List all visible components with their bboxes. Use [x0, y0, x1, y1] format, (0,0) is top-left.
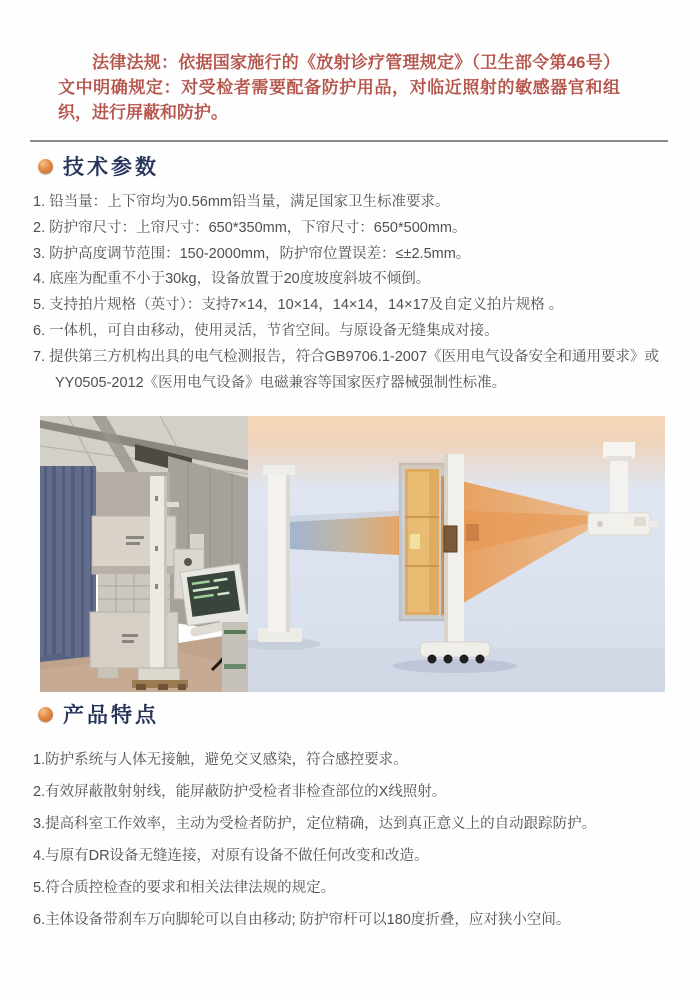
- feature-item: 2.有效屏蔽散射射线，能屏蔽防护受检者非检查部位的X线照射。: [33, 784, 447, 800]
- product-features-title: 产品特点: [63, 704, 159, 727]
- section-divider: [30, 140, 668, 142]
- tech-spec-list: [33, 190, 673, 396]
- orange-sphere-bullet-icon: [38, 159, 53, 174]
- tech-params-title: 技术参数: [63, 156, 159, 179]
- product-images: [40, 416, 665, 692]
- orange-sphere-bullet-icon: [38, 707, 53, 722]
- tech-spec-item: 2. 防护帘尺寸：上帘尺寸：650*350mm，下帘尺寸：650*500mm。: [33, 219, 467, 236]
- feature-item: 4.与原有DR设备无缝连接，对原有设备不做任何改变和改造。: [33, 848, 429, 864]
- tech-spec-item: 6. 一体机，可自由移动，使用灵活，节省空间。与原设备无缝集成对接。: [33, 322, 499, 339]
- tech-spec-item: 5. 支持拍片规格（英寸）：支持7×14，10×14，14×14，14×17及自定义拍片规格 。: [33, 297, 564, 314]
- product-features-header: [38, 699, 159, 729]
- feature-item: 1.防护系统与人体无接触，避免交叉感染，符合感控要求。: [33, 752, 408, 768]
- feature-list: [33, 744, 683, 936]
- equipment-room-photo: [40, 416, 248, 692]
- xray-beam-diagram: [248, 416, 665, 692]
- tech-spec-item: 1. 铅当量：上下帘均为0.56mm铅当量，满足国家卫生标准要求。: [33, 194, 450, 210]
- tech-spec-item: 4. 底座为配重不小于30kg，设备放置于20度坡度斜坡不倾倒。: [33, 271, 431, 288]
- feature-item: 3.提高科室工作效率，主动为受检者防护，定位精确，达到真正意义上的自动跟踪防护。: [33, 816, 597, 832]
- tech-spec-item: 7. 提供第三方机构出具的电气检测报告，符合GB9706.1-2007《医用电气设备安全和通用要求》或YY0505-2012《医用电气设备》电磁兼容等国家医疗器械强制性标准。: [33, 348, 660, 391]
- tech-spec-item: 3. 防护高度调节范围：150-2000mm，防护帘位置误差：≤±2.5mm。: [33, 245, 471, 262]
- legal-notice: 法律法规：依据国家施行的《放射诊疗管理规定》（卫生部令第46号）文中明确规定：对受检者需要配备防护用品，对临近照射的敏感器官和组织，进行屏蔽和防护。: [58, 53, 620, 122]
- tech-params-header: [38, 151, 159, 181]
- feature-item: 5.符合质控检查的要求和相关法律法规的规定。: [33, 880, 336, 896]
- feature-item: 6.主体设备带刹车万向脚轮可以自由移动; 防护帘杆可以180度折叠，应对狭小空间。: [33, 912, 571, 928]
